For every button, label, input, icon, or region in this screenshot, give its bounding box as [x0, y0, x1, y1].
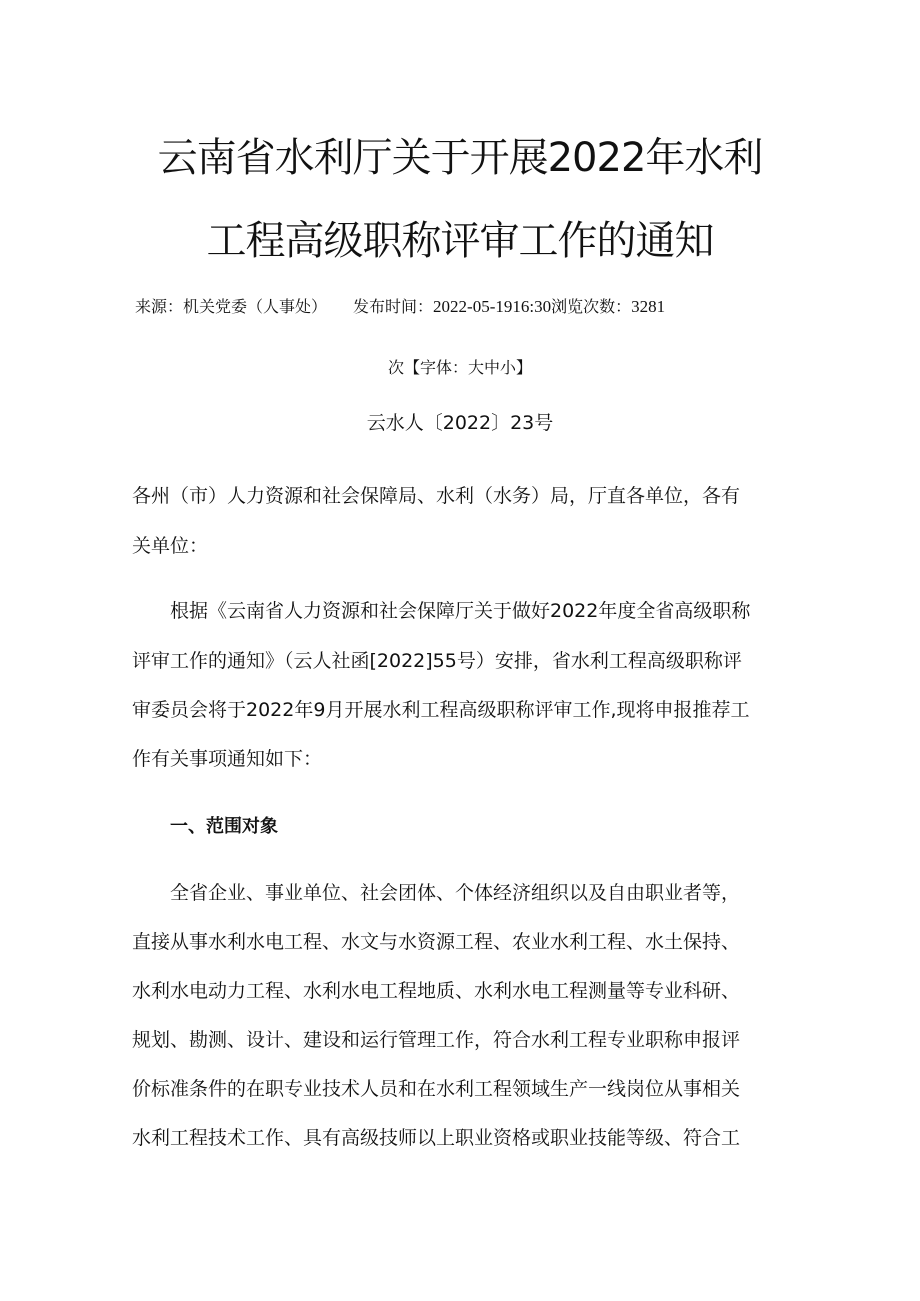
publish-label: 发布时间： — [353, 297, 434, 316]
addressee-line-1: 各州（市）人力资源和社会保障局、水利（水务）局，厅直各单位，各有 — [132, 485, 741, 507]
paragraph2-line-4: 规划、勘测、设计、建设和运行管理工作，符合水利工程专业职称申报评 — [132, 1029, 741, 1051]
paragraph1-line-2: 评审工作的通知》（云人社函[2022]55号）安排，省水利工程高级职称评 — [132, 650, 742, 672]
paragraph2-line-1: 全省企业、事业单位、社会团体、个体经济组织以及自由职业者等， — [170, 882, 741, 904]
paragraph1-line-3: 审委员会将于2022年9月开展水利工程高级职称评审工作,现将申报推荐工 — [132, 699, 750, 721]
publish-datetime: 2022-05-1916:30 — [433, 297, 552, 316]
paragraph1-line-4: 作有关事项通知如下： — [132, 748, 323, 770]
paragraph2-line-6: 水利工程技术工作、具有高级技师以上职业资格或职业技能等级、符合工 — [132, 1127, 741, 1149]
source-label: 来源：机关党委（人事处） — [135, 297, 328, 316]
views-label: 浏览次数： — [551, 297, 632, 316]
title-line-1: 云南省水利厅关于开展2022年水利 — [157, 135, 763, 181]
font-size-selector[interactable]: 次【字体：大中小】 — [387, 358, 532, 377]
views-count: 3281 — [631, 297, 666, 316]
paragraph1-line-1: 根据《云南省人力资源和社会保障厅关于做好2022年度全省高级职称 — [170, 600, 751, 622]
document-number: 云水人〔2022〕23号 — [366, 412, 554, 434]
paragraph2-line-5: 价标准条件的在职专业技术人员和在水利工程领域生产一线岗位从事相关 — [132, 1078, 741, 1100]
paragraph2-line-2: 直接从事水利水电工程、水文与水资源工程、农业水利工程、水土保持、 — [132, 931, 741, 953]
section-heading-1: 一、范围对象 — [170, 816, 278, 837]
paragraph2-line-3: 水利水电动力工程、水利水电工程地质、水利水电工程测量等专业科研、 — [132, 980, 741, 1002]
title-line-2: 工程高级职称评审工作的通知 — [206, 218, 714, 264]
addressee-line-2: 关单位： — [132, 535, 209, 557]
meta-line — [135, 296, 665, 318]
